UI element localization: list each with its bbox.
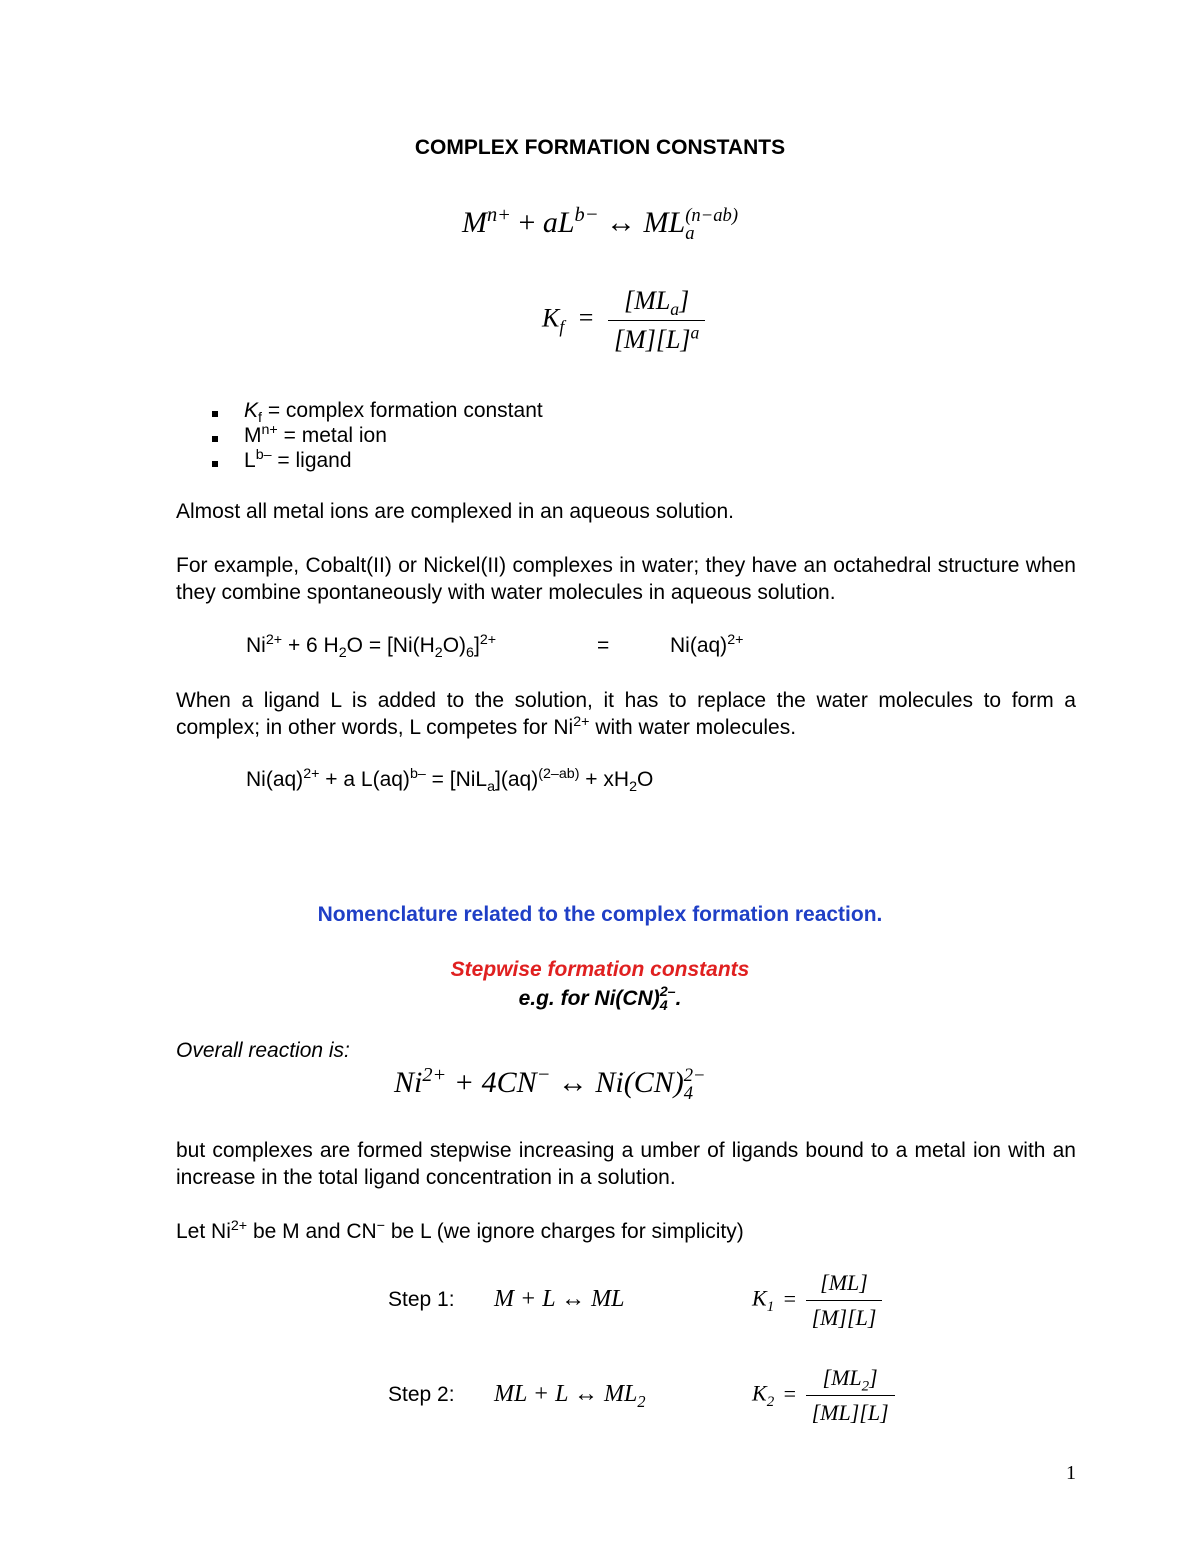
overall-label: Overall reaction is:: [176, 1039, 350, 1062]
nickel-hydration-equation: $Ni^{2+} + 6$ $H_2O = [Ni(H_2O)_6]^{2+}$: [246, 632, 497, 662]
paragraph: Almost all metal ions are complexed in an aqueous solution.: [176, 500, 734, 523]
bullet-marker: [212, 449, 218, 473]
step-2-equation: ML + L ↔ $ML_2$: [494, 1381, 646, 1411]
nickel-aq: Ni(aq)$^{2+}$: [670, 632, 744, 657]
step-2-label: Step 2:: [388, 1383, 455, 1406]
page-title: COMPLEX FORMATION CONSTANTS: [414, 136, 786, 159]
paragraph: but complexes are formed stepwise increasing a umber of ligands bound to a metal ion with an increase in the total ligand concentration in a solution.: [176, 1139, 1076, 1189]
bullet-kf: $K_f$ = complex formation constant: [244, 399, 543, 427]
page-number: 1: [1066, 1462, 1076, 1484]
section-heading: Nomenclature related to the complex formation reaction.: [317, 903, 883, 926]
equals-sign: =: [597, 634, 610, 657]
step-2-constant: $K_2$ = $\frac{[ML_2]}{[ML][L]}$: [752, 1365, 895, 1426]
overall-equation: $Ni^{2+} + 4CN^-$ ↔ Ni(CN) 2− 4: [394, 1064, 706, 1105]
example-line: e.g. for Ni(CN) 2– 4 .: [518, 984, 682, 1015]
bullet-marker: [212, 399, 218, 423]
step-1-equation: M + L ↔ ML: [494, 1286, 625, 1312]
paragraph: Let $Ni^{2+}$ be M and CN− be L (we ignore charges for simplicity): [176, 1218, 744, 1243]
bullet-ligand: $L^{b-}$ = ligand: [244, 447, 352, 472]
kf-equation: $K_f$ = $\frac{[ML_a]}{[M][L]^a}$: [542, 286, 705, 355]
paragraph: When a ligand L is added to the solution, it has to replace the water molecules to form a complex; in other words, L competes for $Ni^{2+}$ with water molecules.: [176, 689, 1076, 739]
complex-formation-equation: $M^{n+} + aL^{b-}$ ↔ ML (n−ab) a: [461, 204, 739, 245]
step-1-label: Step 1:: [388, 1288, 455, 1311]
paragraph: For example, Cobalt(II) or Nickel(II) complexes in water; they have an octahedral structure when they combine spontaneously with water molecules in aqueous solution.: [176, 554, 1076, 604]
ligand-exchange-equation: Ni(aq)$^{2+}$ + a $L(aq)^{b-} = [NiL_a](aq)^{(2-ab)} + xH_2O$: [246, 766, 654, 796]
subsection-heading: Stepwise formation constants: [450, 958, 750, 981]
step-1-constant: $K_1$ = $\frac{[ML]}{[M][L]}$: [752, 1270, 882, 1331]
kf-fraction: $\frac{[ML_a]}{[M][L]^a}$: [608, 286, 705, 355]
bullet-marker: [212, 424, 218, 448]
bullet-metal: $M^{n+}$ = metal ion: [244, 422, 387, 447]
